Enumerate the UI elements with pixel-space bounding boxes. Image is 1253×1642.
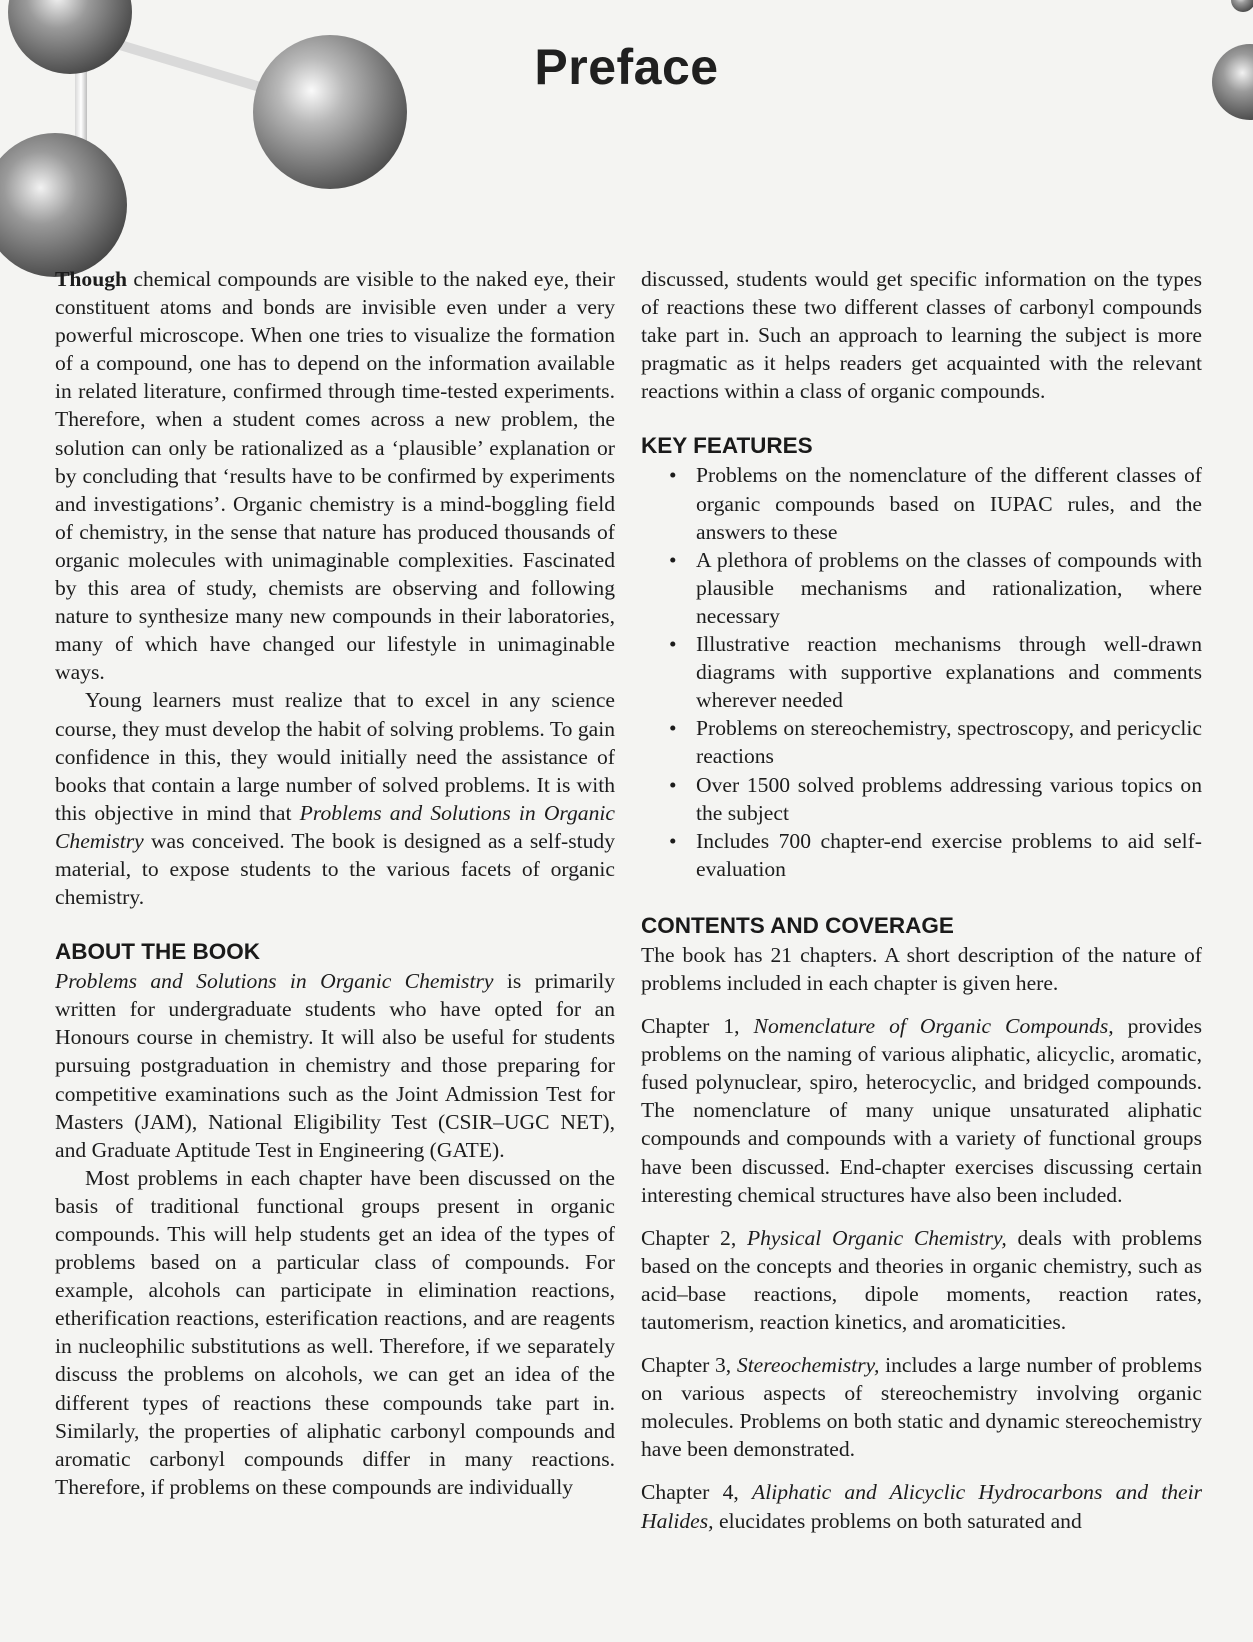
book-title: Problems and Solutions in Organic Chemistry — [55, 800, 615, 853]
features-list — [641, 461, 1202, 882]
feature-item: • Illustrative reaction mechanisms through well-drawn diagrams with supportive explanations and comments wherever needed — [641, 630, 1202, 714]
feature-item: • Over 1500 solved problems addressing various topics on the subject — [641, 771, 1202, 827]
continued-paragraph: discussed, students would get specific information on the types of reactions these two different classes of carbonyl compounds take part in. Such an approach to learning the subject is more pragmatic as it helps readers get acquainted with the relevant reactions within a class of organic compounds. — [641, 267, 1202, 404]
contents-heading: CONTENTS AND COVERAGE — [641, 912, 954, 938]
book-title: Problems and Solutions in Organic Chemistry — [55, 969, 494, 994]
intro-paragraph: Though chemical compounds are visible to the naked eye, their constituent atoms and bonds are invisible even under a very powerful microscope. When one tries to visualize the formation of a compound, one has to depend on the information available in related literature, confirmed through time-tested experiments. Therefore, when a student comes across a new problem, the solution can only be rationalized as a ‘plausible’ explanation or by concluding that ‘results have to be confirmed by experiments and investigations’. Organic chemistry is a mind-boggling field of chemistry, in the sense that nature has produced thousands of organic molecules with unimaginable complexities. Fascinated by this area of study, chemists are observing and following nature to synthesize many new compounds in their laboratories, many of which have changed our lifestyle in unimaginable ways. — [55, 267, 615, 685]
feature-item: • Includes 700 chapter-end exercise problems to aid self-evaluation — [641, 827, 1202, 883]
feature-item: • A plethora of problems on the classes of compounds with plausible mechanisms and rationalization, where necessary — [641, 546, 1202, 630]
objective-paragraph: Young learners must realize that to excel in any science course, they must develop the habit of solving problems. To gain confidence in this, they would initially need the assistance of books that contain a large number of solved problems. It is with this objective in mind that Problems and Solutions in Organic Chemistry was conceived. The book is designed as a self-study material, to expose students to the various facets of organic chemistry. — [55, 688, 615, 910]
feature-item: • Problems on stereochemistry, spectroscopy, and pericyclic reactions — [641, 714, 1202, 770]
intro-lead-word: Though — [55, 267, 128, 291]
about-paragraph: Problems and Solutions in Organic Chemistry is primarily written for undergraduate students who have opted for an Honours course in chemistry. It will also be useful for students pursuing postgraduation in chemistry and those preparing for competitive examinations such as the Joint Admission Test for Masters (JAM), National Eligibility Test (CSIR–UGC NET), and Graduate Aptitude Test in Engineering (GATE). — [55, 969, 616, 1162]
page-title: Preface — [534, 39, 719, 95]
about-heading: ABOUT THE BOOK — [55, 939, 260, 965]
left-column — [55, 265, 615, 1501]
key-features-heading: KEY FEATURES — [641, 433, 813, 459]
chapter-1-description: Chapter 1, Nomenclature of Organic Compounds, provides problems on the naming of various aliphatic, alicyclic, aromatic, fused polynuclear, spiro, heterocyclic, and bridged compounds. The nomenclature of many unique unsaturated aliphatic compounds and compounds with a variety of functional groups have been discussed. End-chapter exercises discussing certain interesting chemical structures have also been included. — [641, 1014, 1202, 1207]
about-paragraph-2: Most problems in each chapter have been discussed on the basis of traditional functional groups present in organic compounds. This will help students get an idea of the types of problems based on a particular class of compounds. For example, alcohols can participate in elimination reactions, etherification reactions, esterification reactions, and are reagents in nucleophilic substitutions as well. Therefore, if we separately discuss the problems on alcohols, we can get an idea of the different types of reactions these compounds take part in. Similarly, the properties of aliphatic carbonyl compounds and aromatic carbonyl compounds differ in many reactions. Therefore, if problems on these compounds are individually — [55, 1165, 615, 1499]
chapter-4-description: Chapter 4, Aliphatic and Alicyclic Hydrocarbons and their Halides, elucidates problems on both saturated and — [641, 1480, 1203, 1533]
feature-item: • Problems on the nomenclature of the different classes of organic compounds based on IUPAC rules, and the answers to these — [641, 461, 1202, 545]
molecule-atom-right-top — [1231, 0, 1253, 12]
right-column — [641, 265, 1202, 1535]
chapter-2-description: Chapter 2, Physical Organic Chemistry, deals with problems based on the concepts and theories in organic chemistry, such as acid–base reactions, dipole moments, reaction rates, tautomerism, reaction kinetics, and aromaticities. — [641, 1225, 1202, 1334]
contents-intro: The book has 21 chapters. A short description of the nature of problems included in each chapter is given here. — [641, 942, 1202, 995]
molecule-atom-left — [0, 133, 127, 277]
chapter-3-description: Chapter 3, Stereochemistry, includes a large number of problems on various aspects of stereochemistry involving organic molecules. Problems on both static and dynamic stereochemistry have been demonstrated. — [641, 1353, 1203, 1462]
